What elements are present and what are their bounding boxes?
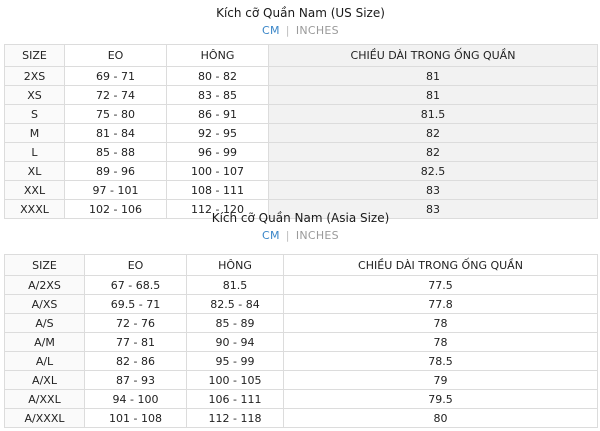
us-hong-cell: 112 - 120 <box>167 200 269 219</box>
us-unit-separator: | <box>285 24 290 37</box>
asia-unit-cm[interactable]: CM <box>262 229 280 242</box>
us-size-cell: L <box>5 143 65 162</box>
us-header-size: SIZE <box>5 45 65 67</box>
us-table-row <box>5 162 598 181</box>
asia-header-inseam: CHIỀU DÀI TRONG ỐNG QUẦN <box>284 255 598 276</box>
us-table-header-row <box>5 45 598 67</box>
us-inseam-cell: 83 <box>269 200 598 219</box>
us-hong-cell: 96 - 99 <box>167 143 269 162</box>
us-size-cell: XXXL <box>5 200 65 219</box>
us-eo-cell: 89 - 96 <box>65 162 167 181</box>
us-unit-toggle <box>4 22 597 40</box>
us-size-table <box>4 44 598 219</box>
asia-eo-cell: 69.5 - 71 <box>85 295 187 314</box>
asia-inseam-cell: 80 <box>284 409 598 428</box>
asia-size-cell: A/XXL <box>5 390 85 409</box>
us-size-section <box>4 0 597 219</box>
asia-hong-cell: 85 - 89 <box>187 314 284 333</box>
asia-hong-cell: 95 - 99 <box>187 352 284 371</box>
asia-table-row <box>5 371 598 390</box>
asia-size-title: Kích cỡ Quần Nam (Asia Size) <box>211 211 390 225</box>
asia-eo-cell: 82 - 86 <box>85 352 187 371</box>
asia-unit-separator: | <box>285 229 290 242</box>
us-inseam-cell: 81.5 <box>269 105 598 124</box>
us-size-cell: XXL <box>5 181 65 200</box>
us-eo-cell: 102 - 106 <box>65 200 167 219</box>
us-size-cell: XS <box>5 86 65 105</box>
us-inseam-cell: 81 <box>269 67 598 86</box>
us-header-inseam: CHIỀU DÀI TRONG ỐNG QUẦN <box>269 45 598 67</box>
us-hong-cell: 92 - 95 <box>167 124 269 143</box>
asia-unit-inches[interactable]: INCHES <box>295 229 339 242</box>
asia-eo-cell: 87 - 93 <box>85 371 187 390</box>
us-hong-cell: 108 - 111 <box>167 181 269 200</box>
us-eo-cell: 85 - 88 <box>65 143 167 162</box>
asia-header-eo: EO <box>85 255 187 276</box>
asia-size-cell: A/XL <box>5 371 85 390</box>
asia-inseam-cell: 78 <box>284 333 598 352</box>
asia-hong-cell: 106 - 111 <box>187 390 284 409</box>
us-hong-cell: 83 - 85 <box>167 86 269 105</box>
asia-table-header-row <box>5 255 598 276</box>
asia-eo-cell: 67 - 68.5 <box>85 276 187 295</box>
us-eo-cell: 97 - 101 <box>65 181 167 200</box>
us-table-row <box>5 124 598 143</box>
us-header-eo: EO <box>65 45 167 67</box>
asia-size-cell: A/S <box>5 314 85 333</box>
us-table-row <box>5 86 598 105</box>
us-eo-cell: 72 - 74 <box>65 86 167 105</box>
asia-table-row <box>5 314 598 333</box>
us-eo-cell: 69 - 71 <box>65 67 167 86</box>
asia-hong-cell: 90 - 94 <box>187 333 284 352</box>
us-size-cell: 2XS <box>5 67 65 86</box>
asia-hong-cell: 81.5 <box>187 276 284 295</box>
us-hong-cell: 86 - 91 <box>167 105 269 124</box>
us-header-hong: HÔNG <box>167 45 269 67</box>
us-inseam-cell: 82 <box>269 124 598 143</box>
asia-hong-cell: 112 - 118 <box>187 409 284 428</box>
asia-inseam-cell: 79 <box>284 371 598 390</box>
us-size-cell: M <box>5 124 65 143</box>
asia-size-table <box>4 254 598 428</box>
asia-eo-cell: 94 - 100 <box>85 390 187 409</box>
us-hong-cell: 100 - 107 <box>167 162 269 181</box>
asia-table-row <box>5 295 598 314</box>
asia-inseam-cell: 78.5 <box>284 352 598 371</box>
asia-unit-toggle <box>4 227 597 245</box>
asia-table-row <box>5 276 598 295</box>
asia-inseam-cell: 77.8 <box>284 295 598 314</box>
asia-size-cell: A/XS <box>5 295 85 314</box>
us-inseam-cell: 81 <box>269 86 598 105</box>
us-size-cell: S <box>5 105 65 124</box>
asia-inseam-cell: 77.5 <box>284 276 598 295</box>
us-inseam-cell: 82 <box>269 143 598 162</box>
asia-size-cell: A/2XS <box>5 276 85 295</box>
asia-eo-cell: 101 - 108 <box>85 409 187 428</box>
asia-inseam-cell: 79.5 <box>284 390 598 409</box>
asia-header-hong: HÔNG <box>187 255 284 276</box>
us-unit-cm[interactable]: CM <box>262 24 280 37</box>
asia-table-row <box>5 390 598 409</box>
us-table-row <box>5 67 598 86</box>
asia-size-cell: A/L <box>5 352 85 371</box>
us-inseam-cell: 82.5 <box>269 162 598 181</box>
asia-eo-cell: 77 - 81 <box>85 333 187 352</box>
us-eo-cell: 75 - 80 <box>65 105 167 124</box>
asia-size-cell: A/XXXL <box>5 409 85 428</box>
us-table-row <box>5 181 598 200</box>
asia-inseam-cell: 78 <box>284 314 598 333</box>
asia-size-section <box>4 206 597 428</box>
asia-hong-cell: 100 - 105 <box>187 371 284 390</box>
us-table-row <box>5 143 598 162</box>
us-hong-cell: 80 - 82 <box>167 67 269 86</box>
us-size-title: Kích cỡ Quần Nam (US Size) <box>216 6 385 20</box>
us-eo-cell: 81 - 84 <box>65 124 167 143</box>
us-table-row <box>5 105 598 124</box>
asia-table-row <box>5 352 598 371</box>
us-inseam-cell: 83 <box>269 181 598 200</box>
asia-eo-cell: 72 - 76 <box>85 314 187 333</box>
asia-header-size: SIZE <box>5 255 85 276</box>
us-unit-inches[interactable]: INCHES <box>295 24 339 37</box>
us-size-cell: XL <box>5 162 65 181</box>
asia-size-cell: A/M <box>5 333 85 352</box>
asia-hong-cell: 82.5 - 84 <box>187 295 284 314</box>
asia-table-row <box>5 333 598 352</box>
asia-table-row <box>5 409 598 428</box>
